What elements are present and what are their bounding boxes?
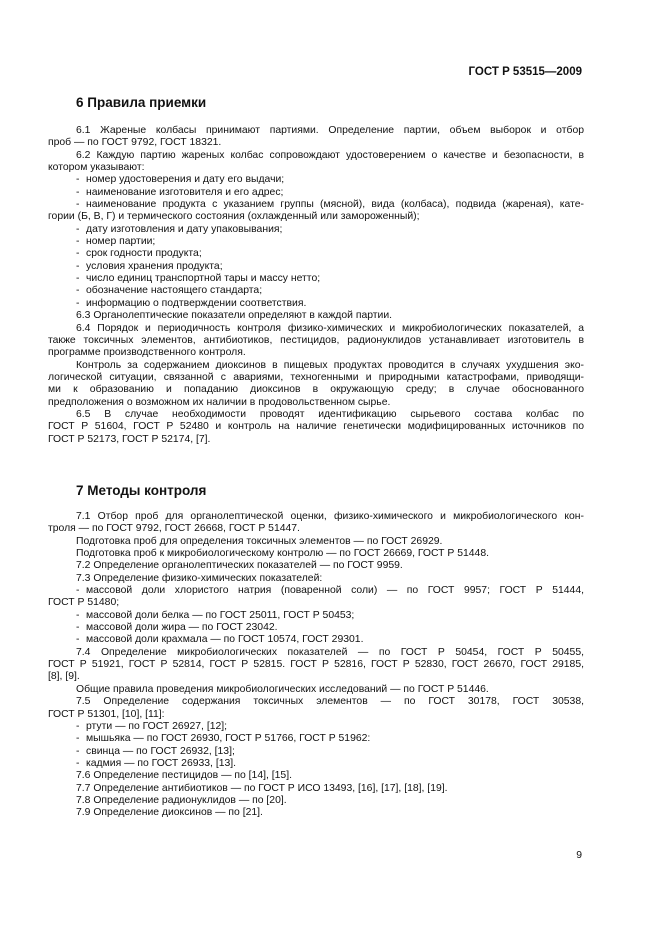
- paragraph-line: 7.4 Определение микробиологических показателей — по ГОСТ Р 50454, ГОСТ Р 50455,: [76, 646, 584, 658]
- list-item: - наименование изготовителя и его адрес;: [48, 187, 584, 199]
- paragraph-line: 7.1 Отбор проб для органолептической оценки, физико-химического и микробиологического кон-: [76, 511, 584, 522]
- list-item: - обозначение настоящего стандарта;: [48, 285, 584, 297]
- list-item: - условия хранения продукта;: [48, 261, 584, 273]
- paragraph-line: 7.9 Определение диоксинов — по [21].: [76, 807, 263, 819]
- section-7-title: 7 Методы контроля: [76, 483, 207, 498]
- paragraph-line: ГОСТ Р 52173, ГОСТ Р 52174, [7].: [48, 433, 211, 445]
- paragraph-line: троля — по ГОСТ 9792, ГОСТ 26668, ГОСТ Р 51447.: [48, 523, 300, 535]
- paragraph-line: 7.2 Определение органолептических показателей — по ГОСТ 9959.: [76, 560, 403, 572]
- paragraph-line: Подготовка проб для определения токсичных элементов — по ГОСТ 26929.: [76, 535, 443, 547]
- section-7-body: [48, 511, 584, 820]
- list-item: - свинца — по ГОСТ 26932, [13];: [48, 746, 584, 758]
- list-item: - число единиц транспортной тары и массу нетто;: [48, 273, 584, 285]
- paragraph-line: котором указывают:: [48, 162, 145, 174]
- paragraph-line: 6.5 В случае необходимости проводят идентификацию сырьевого состава колбас по: [76, 408, 584, 420]
- paragraph-line: проб — по ГОСТ 9792, ГОСТ 18321.: [48, 137, 222, 149]
- paragraph-line: логической ситуации, связанной с авариями, техногенными и природными катастрофами, приводящи-: [48, 371, 584, 383]
- list-item: - ртути — по ГОСТ 26927, [12];: [48, 721, 584, 733]
- list-item: - массовой доли хлористого натрия (поваренной соли) — по ГОСТ 9957; ГОСТ Р 51444,: [48, 585, 584, 597]
- paragraph-line: 7.5 Определение содержания токсичных элементов — по ГОСТ 30178, ГОСТ 30538,: [76, 696, 584, 708]
- paragraph-line: гории (Б, В, Г) и термического состояния (охлажденный или замороженный);: [48, 211, 420, 223]
- list-item: - информацию о подтверждении соответствия.: [48, 298, 584, 310]
- paragraph-line: Общие правила проведения микробиологических исследований — по ГОСТ Р 51446.: [76, 683, 489, 695]
- list-item: - наименование продукта с указанием группы (мясной), вида (колбаса), подвида (жареная), кате-: [48, 199, 584, 211]
- paragraph-line: [8], [9].: [48, 671, 80, 683]
- list-item: - массовой доли белка — по ГОСТ 25011, ГОСТ Р 50453;: [48, 610, 584, 622]
- page-number: 9: [576, 850, 582, 861]
- list-item: - номер партии;: [48, 236, 584, 248]
- section-6-body: [48, 125, 584, 446]
- paragraph-line: программе производственного контроля.: [48, 347, 246, 359]
- list-item: - дату изготовления и дату упаковывания;: [48, 224, 584, 236]
- paragraph-line: 6.4 Порядок и периодичность контроля физико-химических и микробиологических показателей, а: [76, 322, 584, 334]
- paragraph-line: ГОСТ Р 51301, [10], [11]:: [48, 708, 165, 720]
- paragraph-line: 7.8 Определение радионуклидов — по [20].: [76, 794, 287, 806]
- list-item: - массовой доли жира — по ГОСТ 23042.: [48, 622, 584, 634]
- paragraph-line: ГОСТ Р 51604, ГОСТ Р 52480 и контроль на наличие генетически модифицированных источников по: [48, 421, 584, 433]
- paragraph-line: 7.3 Определение физико-химических показателей:: [76, 572, 323, 584]
- list-item: - срок годности продукта;: [48, 248, 584, 260]
- paragraph-line: 6.3 Органолептические показатели определяют в каждой партии.: [76, 310, 393, 322]
- paragraph-line: предположения о возможном их наличии в продовольственном сырье.: [48, 396, 391, 408]
- paragraph-line: 7.7 Определение антибиотиков — по ГОСТ Р ИСО 13493, [16], [17], [18], [19].: [76, 782, 448, 794]
- paragraph-line: 6.1 Жареные колбасы принимают партиями. Определение партии, объем выборок и отбор: [76, 125, 584, 136]
- paragraph-line: 7.6 Определение пестицидов — по [14], [15].: [76, 770, 292, 782]
- paragraph-line: также токсичных элементов, антибиотиков, пестицидов, радионуклидов устанавливает изготовитель в: [48, 334, 584, 346]
- list-item: - номер удостоверения и дату его выдачи;: [48, 174, 584, 186]
- paragraph-line: Подготовка проб к микробиологическому контролю — по ГОСТ 26669, ГОСТ Р 51448.: [76, 548, 489, 560]
- list-item: - мышьяка — по ГОСТ 26930, ГОСТ Р 51766, ГОСТ Р 51962:: [48, 733, 584, 745]
- paragraph-line: ми к образованию и попаданию диоксинов в окружающую среду; в случае обоснованного: [48, 384, 584, 396]
- section-6-title: 6 Правила приемки: [76, 95, 207, 110]
- document-header: ГОСТ Р 53515—2009: [468, 66, 582, 78]
- paragraph-line: 6.2 Каждую партию жареных колбас сопровождают удостоверением о качестве и безопасности, в: [76, 149, 584, 161]
- paragraph-line: Контроль за содержанием диоксинов в пищевых продуктах проводится в случаях ухудшения эко-: [76, 359, 584, 371]
- paragraph-line: ГОСТ Р 51480;: [48, 597, 120, 609]
- list-item: - кадмия — по ГОСТ 26933, [13].: [48, 758, 584, 770]
- paragraph-line: ГОСТ Р 51921, ГОСТ Р 52814, ГОСТ Р 52815. ГОСТ Р 52816, ГОСТ Р 52830, ГОСТ 26670, ГОСТ 29185,: [48, 659, 584, 671]
- list-item: - массовой доли крахмала — по ГОСТ 10574, ГОСТ 29301.: [48, 634, 584, 646]
